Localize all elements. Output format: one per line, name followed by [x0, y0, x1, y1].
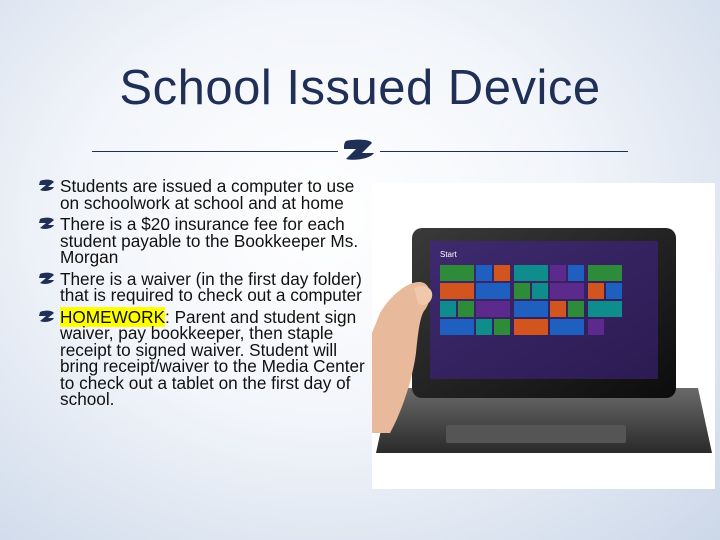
bullet-text: : Parent and student sign waiver, pay bookkeeper, then staple receipt to signed waiver. Student will bring receipt/waiver to the Media Center to check out a tablet on the first day of school. [60, 306, 365, 409]
bullet-item [38, 216, 373, 266]
divider-line-left [92, 151, 338, 152]
homework-highlight: HOMEWORK [60, 306, 166, 327]
bullet-item [38, 178, 373, 211]
scroll-bullet-icon [38, 310, 56, 324]
bullet-item [38, 268, 373, 305]
trackpad [446, 425, 626, 443]
start-label: Start [440, 250, 457, 259]
tablet-illustration [372, 183, 715, 489]
scroll-bullet-icon [38, 217, 56, 231]
bullet-text: Students are issued a computer to use on schoolwork at school and at home [60, 176, 355, 213]
bullet-item [38, 306, 373, 409]
slide-title: School Issued Device [119, 61, 601, 115]
scroll-ornament-icon [340, 137, 378, 165]
bullet-text: There is a waiver (in the first day folder) that is required to check out a computer [60, 268, 362, 305]
divider-line-right [380, 151, 628, 152]
scroll-bullet-icon [38, 272, 56, 286]
bullet-text: There is a $20 insurance fee for each student payable to the Bookkeeper Ms. Morgan [60, 214, 359, 267]
tablet-photo [372, 183, 715, 489]
scroll-bullet-icon [38, 179, 56, 193]
bullet-list [38, 178, 373, 408]
